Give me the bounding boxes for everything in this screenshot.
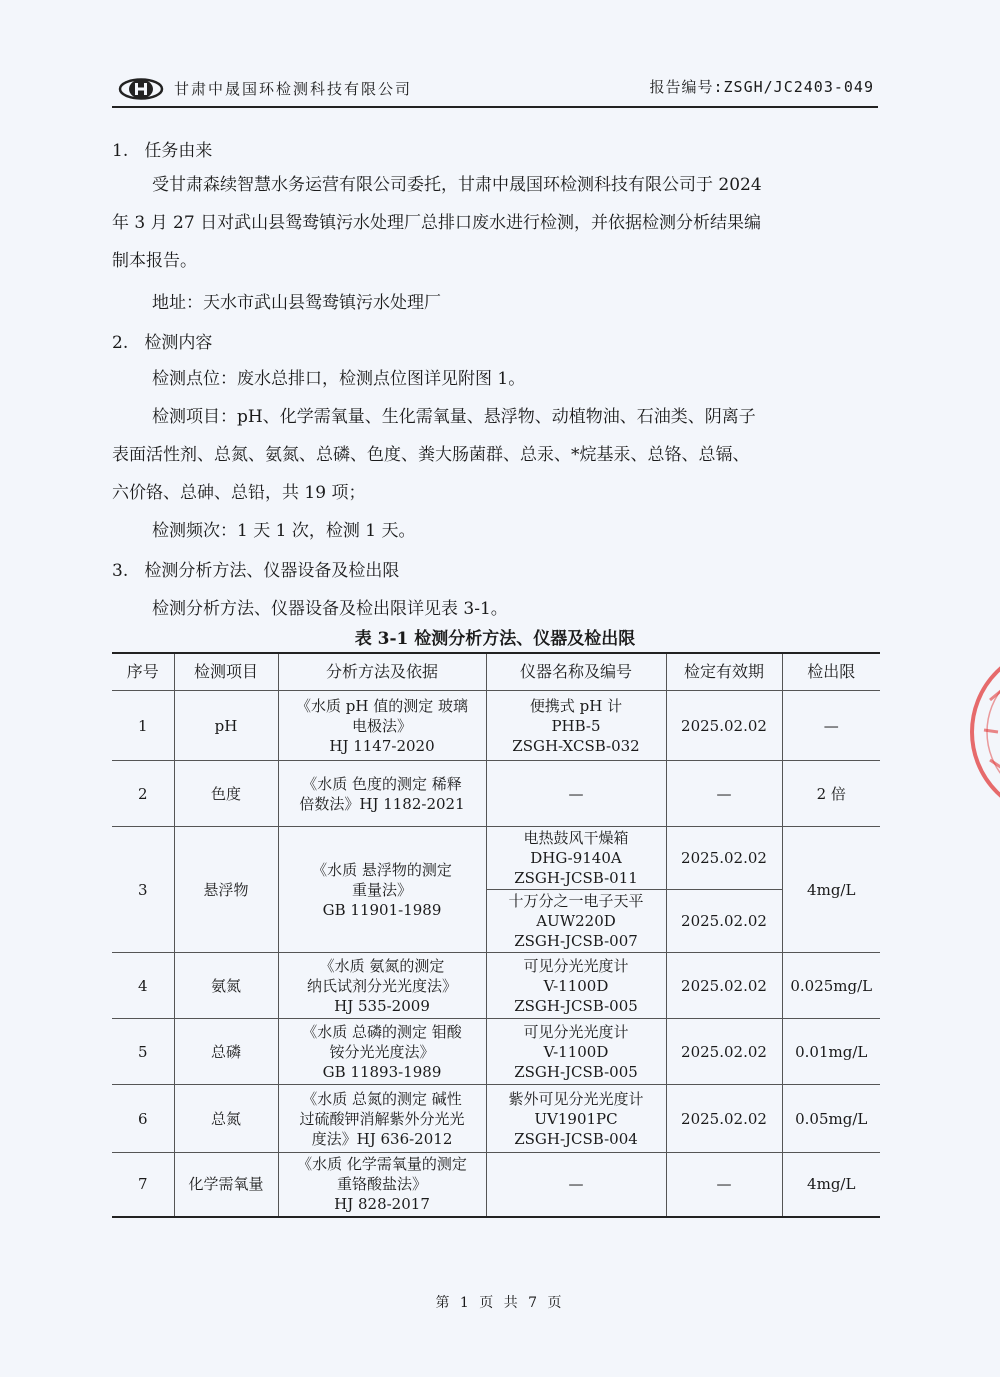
table-row — [112, 827, 880, 890]
table-row — [112, 953, 880, 1019]
cell-no: 1 — [112, 691, 174, 761]
table-row — [112, 761, 880, 827]
cell-method: 《水质 总氮的测定 碱性 过硫酸钾消解紫外分光光 度法》HJ 636-2012 — [278, 1085, 486, 1153]
cell-no: 3 — [112, 827, 174, 953]
cell-item: pH — [174, 691, 278, 761]
section-2-items-line2: 表面活性剂、总氮、氨氮、总磷、色度、粪大肠菌群、总汞、*烷基汞、总铬、总镉、 — [112, 445, 750, 465]
cell-instrument: 紫外可见分光光度计 UV1901PC ZSGH-JCSB-004 — [486, 1085, 666, 1153]
cell-instrument: 电热鼓风干燥箱 DHG-9140A ZSGH-JCSB-011 — [486, 827, 666, 890]
cell-no: 2 — [112, 761, 174, 827]
table-header-row — [112, 653, 880, 691]
table-row — [112, 1085, 880, 1153]
page-header — [112, 72, 878, 108]
cell-instrument: — — [486, 761, 666, 827]
cell-item: 化学需氧量 — [174, 1153, 278, 1217]
cell-method: 《水质 色度的测定 稀释 倍数法》HJ 1182-2021 — [278, 761, 486, 827]
table-title: 表 3-1 检测分析方法、仪器及检出限 — [354, 629, 636, 649]
section-2-frequency: 检测频次：1 天 1 次，检测 1 天。 — [152, 521, 416, 541]
cell-validity: 2025.02.02 — [666, 890, 782, 953]
cell-limit: 0.025mg/L — [782, 953, 880, 1019]
section-1-para-line1: 受甘肃森续智慧水务运营有限公司委托，甘肃中晟国环检测科技有限公司于 2024 — [152, 175, 762, 195]
section-1-para-line2: 年 3 月 27 日对武山县鸳鸯镇污水处理厂总排口废水进行检测，并依据检测分析结果编 — [112, 213, 762, 233]
cell-instrument: 十万分之一电子天平 AUW220D ZSGH-JCSB-007 — [486, 890, 666, 953]
cell-validity: 2025.02.02 — [666, 953, 782, 1019]
cell-no: 4 — [112, 953, 174, 1019]
cell-item: 总磷 — [174, 1019, 278, 1085]
cell-no: 5 — [112, 1019, 174, 1085]
header-item: 检测项目 — [174, 653, 278, 691]
cell-method: 《水质 化学需氧量的测定 重铬酸盐法》 HJ 828-2017 — [278, 1153, 486, 1217]
header-method: 分析方法及依据 — [278, 653, 486, 691]
cell-item: 氨氮 — [174, 953, 278, 1019]
section-3-title: 3. 检测分析方法、仪器设备及检出限 — [112, 561, 400, 581]
header-no: 序号 — [112, 653, 174, 691]
section-2-title: 2. 检测内容 — [112, 333, 213, 353]
cell-method: 《水质 pH 值的测定 玻璃 电极法》 HJ 1147-2020 — [278, 691, 486, 761]
cell-item: 色度 — [174, 761, 278, 827]
section-2-items-line3: 六价铬、总砷、总铅，共 19 项； — [112, 483, 366, 503]
section-1-title: 1. 任务由来 — [112, 141, 213, 161]
cell-limit: 4mg/L — [782, 827, 880, 953]
header-limit: 检出限 — [782, 653, 880, 691]
red-seal-stamp-icon — [962, 640, 1000, 830]
cell-limit: 2 倍 — [782, 761, 880, 827]
company-name: 甘肃中晟国环检测科技有限公司 — [174, 80, 413, 98]
section-3-text: 检测分析方法、仪器设备及检出限详见表 3-1。 — [152, 599, 508, 619]
cell-instrument: — — [486, 1153, 666, 1217]
cell-instrument: 便携式 pH 计 PHB-5 ZSGH-XCSB-032 — [486, 691, 666, 761]
header-instrument: 仪器名称及编号 — [486, 653, 666, 691]
method-table — [112, 652, 880, 1218]
cell-limit: 0.05mg/L — [782, 1085, 880, 1153]
section-1-address: 地址：天水市武山县鸳鸯镇污水处理厂 — [152, 293, 441, 313]
cell-limit: — — [782, 691, 880, 761]
cell-validity: 2025.02.02 — [666, 1019, 782, 1085]
header-validity: 检定有效期 — [666, 653, 782, 691]
cell-validity: 2025.02.02 — [666, 691, 782, 761]
table-row — [112, 1153, 880, 1217]
section-2-point: 检测点位：废水总排口，检测点位图详见附图 1。 — [152, 369, 526, 389]
cell-item: 悬浮物 — [174, 827, 278, 953]
table-row — [112, 1019, 880, 1085]
cell-validity: — — [666, 1153, 782, 1217]
table-row — [112, 691, 880, 761]
section-1-para-line3: 制本报告。 — [112, 251, 197, 271]
cell-no: 7 — [112, 1153, 174, 1217]
cell-method: 《水质 总磷的测定 钼酸 铵分光光度法》 GB 11893-1989 — [278, 1019, 486, 1085]
cell-no: 6 — [112, 1085, 174, 1153]
cell-validity: 2025.02.02 — [666, 1085, 782, 1153]
cell-method: 《水质 氨氮的测定 纳氏试剂分光光度法》 HJ 535-2009 — [278, 953, 486, 1019]
report-number: 报告编号:ZSGH/JC2403-049 — [649, 78, 874, 96]
cell-limit: 0.01mg/L — [782, 1019, 880, 1085]
section-2-items-line1: 检测项目：pH、化学需氧量、生化需氧量、悬浮物、动植物油、石油类、阴离子 — [152, 407, 756, 427]
cell-item: 总氮 — [174, 1085, 278, 1153]
cell-validity: 2025.02.02 — [666, 827, 782, 890]
page-footer: 第 1 页 共 7 页 — [435, 1295, 565, 1311]
company-logo-icon — [118, 78, 164, 100]
cell-validity: — — [666, 761, 782, 827]
cell-limit: 4mg/L — [782, 1153, 880, 1217]
cell-instrument: 可见分光光度计 V-1100D ZSGH-JCSB-005 — [486, 953, 666, 1019]
cell-instrument: 可见分光光度计 V-1100D ZSGH-JCSB-005 — [486, 1019, 666, 1085]
cell-method: 《水质 悬浮物的测定 重量法》 GB 11901-1989 — [278, 827, 486, 953]
